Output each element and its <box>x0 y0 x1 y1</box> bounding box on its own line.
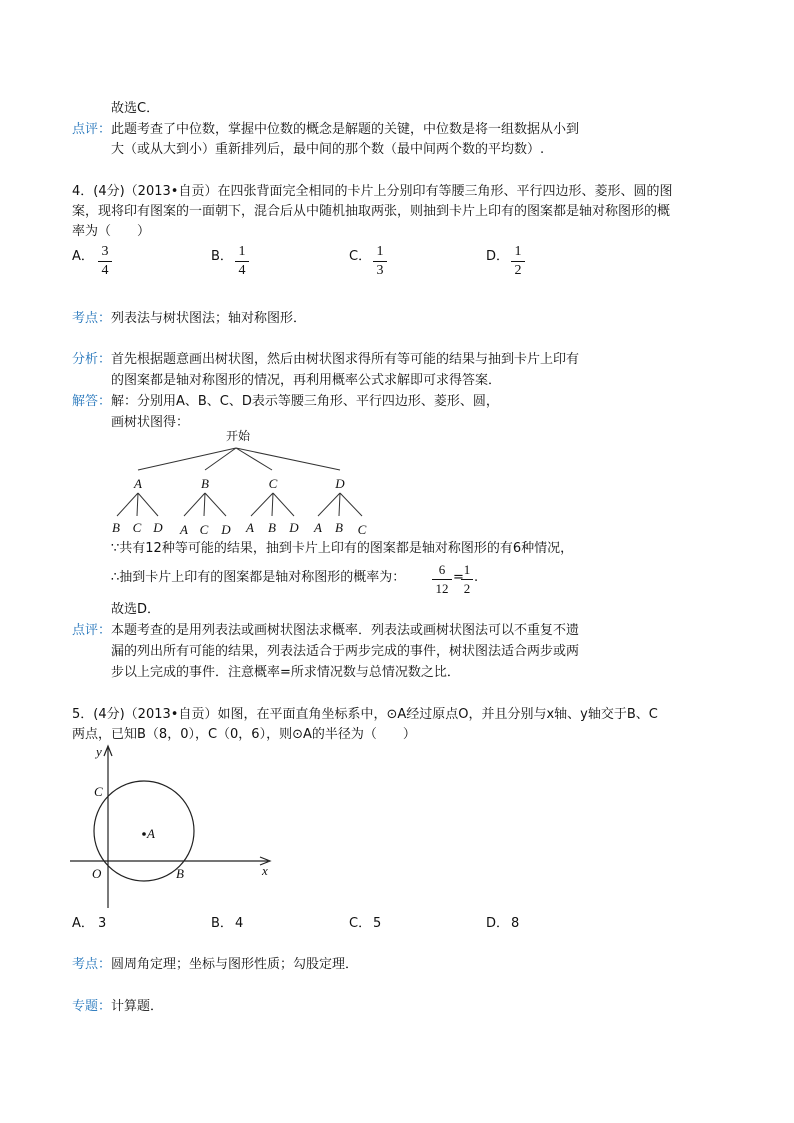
q4-comment-line2: 漏的列出所有可能的结果，列表法适合于两步完成的事件，树状图法适合两步或两 <box>111 644 580 659</box>
q4-stem-line3: 率为（ ） <box>72 224 151 239</box>
tree-leaf-d1: A <box>314 520 322 535</box>
q5-option-a-letter: A． <box>72 916 94 931</box>
q5-stem-line1: 5．(4分)（2013•自贡）如图，在平面直角坐标系中，⊙A经过原点O，并且分别与x轴、y轴交于B、C <box>72 707 658 722</box>
q4-option-b-num: 1 <box>238 244 246 259</box>
q4-option-a-fraction <box>98 244 112 279</box>
q4-jieda-line2: 画树状图得： <box>111 415 190 430</box>
point-c-label: C <box>94 784 103 799</box>
q4-answer-frac2-den: 2 <box>463 581 471 596</box>
q4-comment-label: 点评： <box>72 623 112 638</box>
q4-option-c-den: 3 <box>376 263 384 278</box>
q4-answer-fraction-1 <box>432 562 452 597</box>
q4-option-d-num: 1 <box>514 244 522 259</box>
q4-fenxi-line2: 的图案都是轴对称图形的情况，再利用概率公式求解即可求得答案． <box>111 373 502 388</box>
tree-leaf-c1: A <box>246 520 254 535</box>
q5-option-d-letter: D． <box>486 916 510 931</box>
q4-option-b-fraction <box>235 244 249 279</box>
q5-option-c-letter: C． <box>349 916 372 931</box>
q4-comment-line1: 本题考查的是用列表法或画树状图法求概率．列表法或画树状图法可以不重复不遗 <box>111 623 580 638</box>
point-a-label: A <box>147 826 155 841</box>
center-point-a <box>142 832 146 836</box>
q4-option-b-den: 4 <box>238 263 246 278</box>
tree-leaf-b1: A <box>180 522 188 537</box>
q5-stem-line2: 两点，已知B（8，0），C（0，6），则⊙A的半径为（ ） <box>72 727 416 742</box>
q5-option-d-value: 8 <box>511 916 520 931</box>
tree-leaf-b2: C <box>199 522 209 537</box>
tree-leaf-a2: C <box>132 520 142 535</box>
q5-option-b-letter: B． <box>211 916 233 931</box>
q5-kaodian-label: 考点： <box>72 957 112 972</box>
q4-therefore-line: ∴抽到卡片上印有的图案都是轴对称图形的概率为： <box>111 570 406 585</box>
tree-leaf-d2: B <box>335 520 343 535</box>
q4-option-c-num: 1 <box>376 244 384 259</box>
tree-leaf-c2: B <box>268 520 276 535</box>
tree-root-label: 开始 <box>225 429 251 443</box>
origin-label: O <box>92 866 102 881</box>
q4-fenxi-line1: 首先根据题意画出树状图，然后由树状图求得所有等可能的结果与抽到卡片上印有 <box>111 352 580 367</box>
q4-option-c-fraction <box>373 244 387 279</box>
tree-node-c: C <box>268 476 278 491</box>
q4-answer-fraction-2 <box>461 562 473 597</box>
q4-answer-frac1-den: 12 <box>435 581 449 596</box>
tree-node-d: D <box>335 476 345 491</box>
q5-zhuanti: 计算题． <box>111 999 164 1014</box>
tree-leaf-a3: D <box>153 520 163 535</box>
tree-node-a: A <box>134 476 142 491</box>
q5-option-a-value: 3 <box>98 916 107 931</box>
q4-fenxi-label: 分析： <box>72 352 112 367</box>
prev-comment-line2: 大（或从大到小）重新排列后，最中间的那个数（最中间两个数的平均数）. <box>111 142 545 157</box>
q5-option-b-value: 4 <box>235 916 244 931</box>
q4-option-c-letter: C． <box>349 249 372 264</box>
q4-option-d-fraction <box>511 244 525 279</box>
q4-option-a-letter: A． <box>72 249 94 264</box>
q5-option-c-value: 5 <box>373 916 382 931</box>
q4-option-a-num: 3 <box>101 244 109 259</box>
q4-answer-frac1-num: 6 <box>438 562 446 577</box>
q5-zhuanti-label: 专题： <box>72 999 112 1014</box>
tree-leaf-a1: B <box>112 520 120 535</box>
prev-comment-line1: 此题考查了中位数，掌握中位数的概念是解题的关键，中位数是将一组数据从小到 <box>111 122 580 137</box>
q4-answer-equals: = <box>453 570 464 585</box>
tree-leaf-c3: D <box>289 520 299 535</box>
tree-edge-root-d <box>236 448 340 470</box>
q4-answer-period: . <box>474 570 479 585</box>
q4-stem-line1: 4．(4分)（2013•自贡）在四张背面完全相同的卡片上分别印有等腰三角形、平行四边形、菱形、圆的图 <box>72 184 673 199</box>
tree-node-b: B <box>201 476 209 491</box>
y-axis-label: y <box>96 744 102 759</box>
q4-jieda-label: 解答： <box>72 394 112 409</box>
tree-diagram <box>100 428 400 538</box>
q4-conclusion: 故选D． <box>111 602 161 617</box>
q4-jieda-line1: 解：分别用A、B、C、D表示等腰三角形、平行四边形、菱形、圆， <box>111 394 499 409</box>
prev-conclusion: 故选C． <box>111 101 160 116</box>
q4-kaodian: 列表法与树状图法；轴对称图形． <box>111 311 307 326</box>
coordinate-figure <box>66 740 286 910</box>
prev-comment-label: 点评： <box>72 122 112 137</box>
q5-kaodian: 圆周角定理；坐标与图形性质；勾股定理． <box>111 957 359 972</box>
q4-kaodian-label: 考点： <box>72 311 112 326</box>
point-b-label: B <box>176 866 184 881</box>
q4-option-d-den: 2 <box>514 263 522 278</box>
q4-stem-line2: 案，现将印有图案的一面朝下，混合后从中随机抽取两张，则抽到卡片上印有的图案都是轴对称图形的概 <box>72 204 671 219</box>
tree-leaf-b3: D <box>221 522 231 537</box>
q4-comment-line3: 步以上完成的事件．注意概率=所求情况数与总情况数之比． <box>111 665 460 680</box>
q4-option-a-den: 4 <box>101 263 109 278</box>
tree-leaf-d3: C <box>357 522 367 537</box>
q4-option-d-letter: D． <box>486 249 510 264</box>
q4-option-b-letter: B． <box>211 249 233 264</box>
x-axis-label: x <box>262 863 268 878</box>
q4-because-line: ∵共有12种等可能的结果，抽到卡片上印有的图案都是轴对称图形的有6种情况， <box>111 541 574 556</box>
q4-answer-frac2-num: 1 <box>463 562 471 577</box>
